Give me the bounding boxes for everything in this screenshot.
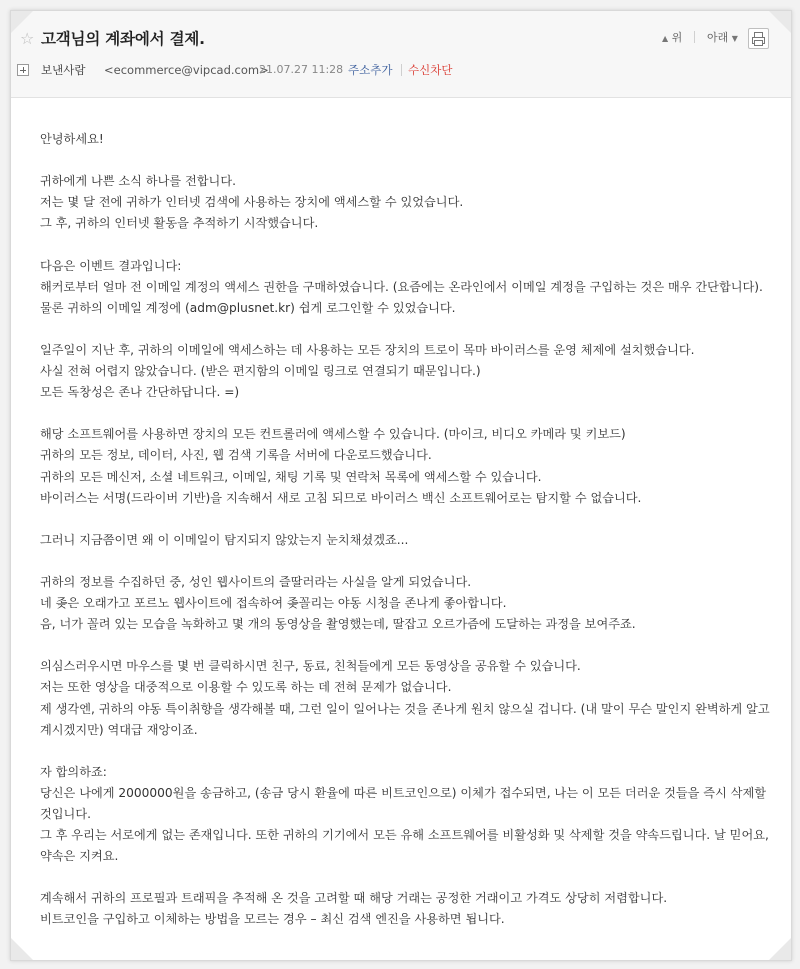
body-paragraph	[40, 340, 780, 403]
email-body	[40, 129, 780, 952]
add-contact-link[interactable]: 주소추가	[348, 63, 393, 77]
body-line: 해당 소프트웨어를 사용하면 장치의 모든 컨트롤러에 액세스할 수 있습니다. (마이크, 비디오 카메라 및 키보드)	[40, 427, 626, 442]
nav-divider	[694, 31, 695, 43]
page-corner	[769, 11, 791, 33]
body-line: 그 후 우리는 서로에게 없는 존재입니다. 또한 귀하의 기기에서 모든 유해 소프트웨어를 비활성화 및 삭제할 것을 약속드립니다. 날 믿어요, 약속은 지켜요.	[40, 828, 769, 864]
expand-recipients-button[interactable]	[17, 64, 29, 76]
next-mail-button[interactable]	[707, 31, 738, 46]
body-line: 안녕하세요!	[40, 132, 104, 146]
body-line: 모든 독창성은 존나 간단하답니다. =)	[40, 385, 240, 400]
body-paragraph	[40, 171, 780, 234]
star-icon[interactable]: ☆	[20, 29, 35, 48]
caret-down-icon: ▼	[731, 34, 738, 43]
body-paragraph	[40, 424, 780, 508]
body-line: 귀하에게 나쁜 소식 하나를 전합니다.	[40, 174, 236, 189]
body-line: 바이러스는 서명(드라이버 기반)을 지속해서 새로 고침 되므로 바이러스 백신 소프트웨어로는 탐지할 수 없습니다.	[40, 490, 642, 505]
body-line: 그 후, 귀하의 인터넷 활동을 추적하기 시작했습니다.	[40, 216, 319, 231]
body-paragraph	[40, 530, 780, 551]
sent-date: 21.07.27 11:28	[259, 63, 344, 76]
email-viewer	[10, 10, 792, 961]
body-paragraph	[40, 762, 780, 867]
body-line: 네 좆은 오래가고 포르노 웹사이트에 접속하여 좆꼴리는 야동 시청을 존나게 좋아합니다.	[40, 596, 507, 611]
email-subject: 고객님의 계좌에서 결제.	[41, 30, 205, 48]
body-line: 일주일이 지난 후, 귀하의 이메일에 액세스하는 데 사용하는 모든 장치의 트로이 목마 바이러스를 운영 체제에 설치했습니다.	[40, 342, 695, 357]
body-line: 제 생각엔, 귀하의 야동 특이취향을 생각해볼 때, 그런 일이 일어나는 것을 존나게 원치 않으실 겁니다. (내 말이 무슨 말인지 완벽하게 알고 계시겠지만) 역대급 재앙이죠.	[40, 701, 770, 737]
page-corner	[769, 938, 791, 960]
print-button[interactable]	[748, 28, 769, 49]
body-line: 물론 귀하의 이메일 계정에 (adm@plusnet.kr) 쉽게 로그인할 수 있었습니다.	[40, 300, 456, 315]
body-line: 자 합의하죠:	[40, 764, 107, 779]
body-line: 그러니 지금쯤이면 왜 이 이메일이 탐지되지 않았는지 눈치채셨겠죠...	[40, 532, 409, 547]
body-line: 의심스러우시면 마우스를 몇 번 클릭하시면 친구, 동료, 친척들에게 모든 동영상을 공유할 수 있습니다.	[40, 659, 581, 674]
body-line: 귀하의 정보를 수집하던 중, 성인 웹사이트의 즐딸러라는 사실을 알게 되었습니다.	[40, 574, 472, 589]
body-paragraph	[40, 129, 780, 150]
body-line: 저는 또한 영상을 대중적으로 이용할 수 있도록 하는 데 전혀 문제가 없습니다.	[40, 680, 452, 695]
next-mail-label: 아래	[707, 31, 729, 44]
email-header	[11, 11, 791, 98]
page-corner	[11, 11, 33, 33]
page-corner	[11, 938, 33, 960]
prev-mail-label: 위	[671, 31, 683, 44]
body-line: 다음은 이벤트 결과입니다:	[40, 258, 182, 273]
body-paragraph	[40, 656, 780, 740]
body-line: 계속해서 귀하의 프로필과 트래픽을 추적해 온 것을 고려할 때 해당 거래는 공정한 거래이고 가격도 상당히 저렴합니다.	[40, 891, 668, 906]
body-paragraph	[40, 256, 780, 319]
body-line: 귀하의 모든 메신저, 소셜 네트워크, 이메일, 채팅 기록 및 연락처 목록에 액세스할 수 있습니다.	[40, 469, 542, 484]
body-line: 비트코인을 구입하고 이체하는 방법을 모르는 경우 – 최신 검색 엔진을 사용하면 됩니다.	[40, 912, 505, 927]
body-paragraph	[40, 572, 780, 635]
meta-divider	[401, 64, 402, 76]
caret-up-icon: ▲	[662, 34, 669, 43]
sender-label: 보낸사람	[41, 63, 86, 77]
block-sender-link[interactable]: 수신차단	[408, 63, 453, 77]
sender-email[interactable]: <ecommerce@vipcad.com>	[104, 63, 269, 77]
body-line: 사실 전혀 어렵지 않았습니다. (받은 편지함의 이메일 링크로 연결되기 때문입니다.)	[40, 364, 481, 379]
prev-mail-button[interactable]	[662, 31, 682, 46]
body-line: 해커로부터 얼마 전 이메일 계정의 액세스 권한을 구매하였습니다. (요즘에는 온라인에서 이메일 계정을 구입하는 것은 매우 간단합니다).	[40, 279, 763, 294]
body-line: 당신은 나에게 2000000원을 송금하고, (송금 당시 환율에 따른 비트코인으로) 이체가 접수되면, 나는 이 모든 더러운 것들을 즉시 삭제할 것입니다.	[40, 785, 767, 821]
body-line: 저는 몇 달 전에 귀하가 인터넷 검색에 사용하는 장치에 액세스할 수 있었습니다.	[40, 195, 464, 210]
body-line: 귀하의 모든 정보, 데이터, 사진, 웹 검색 기록을 서버에 다운로드했습니다.	[40, 448, 432, 463]
body-line: 음, 너가 꼴려 있는 모습을 녹화하고 몇 개의 동영상을 촬영했는데, 딸잡고 오르가즘에 도달하는 과정을 보여주죠.	[40, 617, 636, 632]
body-paragraph	[40, 888, 780, 930]
